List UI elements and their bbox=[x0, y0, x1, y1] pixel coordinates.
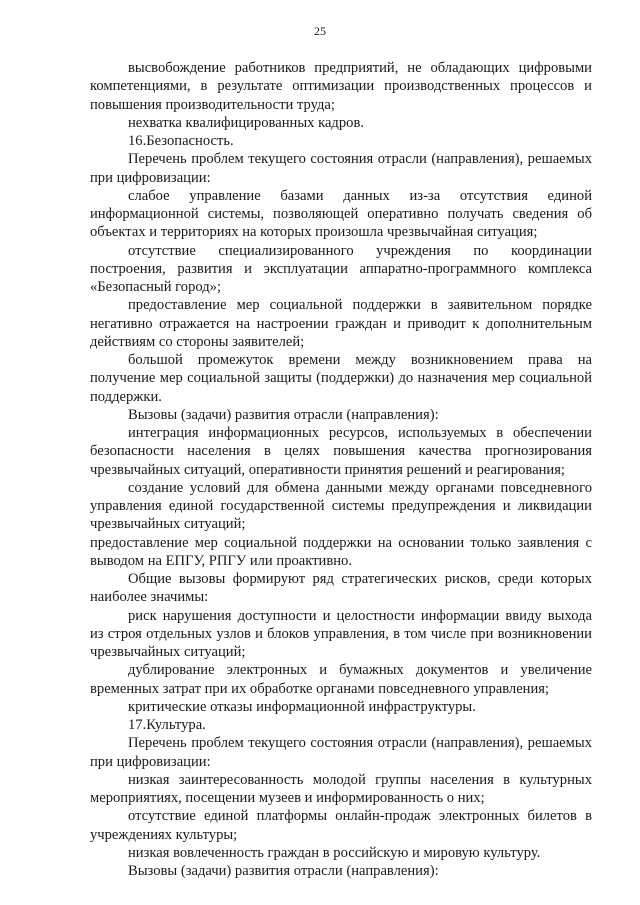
list-item: интеграция информационных ресурсов, используемых в обеспечении безопасности населения в целях повышения качества прогнозирования чрезвычайных ситуаций, оперативности принятия решений и реагирования; bbox=[90, 425, 592, 478]
paragraph: Вызовы (задачи) развития отрасли (направления): bbox=[128, 406, 439, 423]
paragraph: высвобождение работников предприятий, не обладающих цифровыми компетенциями, в результате оптимизации производственных процессов и повышения производительности труда; bbox=[90, 60, 592, 113]
list-item: низкая заинтересованность молодой группы населения в культурных мероприятиях, посещении музеев и информированность о них; bbox=[90, 771, 592, 806]
list-item: дублирование электронных и бумажных документов и увеличение временных затрат при их обработке органами повседневного управления; bbox=[90, 662, 592, 697]
list-item: низкая вовлеченность граждан в российскую и мировую культуру. bbox=[128, 844, 541, 861]
list-item: предоставление мер социальной поддержки в заявительном порядке негативно отражается на настроении граждан и приводит к дополнительным действиям со стороны заявителей; bbox=[90, 297, 592, 350]
list-item: отсутствие единой платформы онлайн-продаж электронных билетов в учреждениях культуры; bbox=[90, 808, 592, 843]
page-number: 25 bbox=[314, 24, 326, 38]
list-item: большой промежуток времени между возникновением права на получение мер социальной защиты (поддержки) до назначения мер социальной поддержки. bbox=[90, 352, 592, 405]
list-item: критические отказы информационной инфраструктуры. bbox=[128, 698, 476, 715]
paragraph: Перечень проблем текущего состояния отрасли (направления), решаемых при цифровизации: bbox=[90, 151, 592, 186]
section-heading: 16.Безопасность. bbox=[128, 133, 234, 149]
list-item: слабое управление базами данных из-за отсутствия единой информационной системы, позволяющей оперативно получать сведения об объектах и территориях на которых произошла чрезвычайная ситуация; bbox=[90, 187, 592, 241]
list-item: создание условий для обмена данными между органами повседневного управления единой государственной системы предупреждения и ликвидации чрезвычайных ситуаций; bbox=[90, 479, 592, 533]
paragraph: Перечень проблем текущего состояния отрасли (направления), решаемых при цифровизации: bbox=[90, 735, 592, 770]
list-item: отсутствие специализированного учреждения по координации построения, развития и эксплуатации аппаратно-программного комплекса «Безопасный город»; bbox=[90, 242, 592, 295]
section-heading: 17.Культура. bbox=[128, 717, 206, 733]
list-item: риск нарушения доступности и целостности информации ввиду выхода из строя отдельных узлов и блоков управления, в том числе при возникновении чрезвычайных ситуаций; bbox=[90, 607, 592, 660]
paragraph: Общие вызовы формируют ряд стратегических рисков, среди которых наиболее значимы: bbox=[90, 571, 592, 606]
paragraph: Вызовы (задачи) развития отрасли (направления): bbox=[128, 863, 439, 879]
list-item: предоставление мер социальной поддержки на основании только заявления с выводом на ЕПГУ, РПГУ или проактивно. bbox=[90, 534, 592, 569]
paragraph: нехватка квалифицированных кадров. bbox=[128, 114, 364, 131]
document-body bbox=[90, 59, 592, 880]
